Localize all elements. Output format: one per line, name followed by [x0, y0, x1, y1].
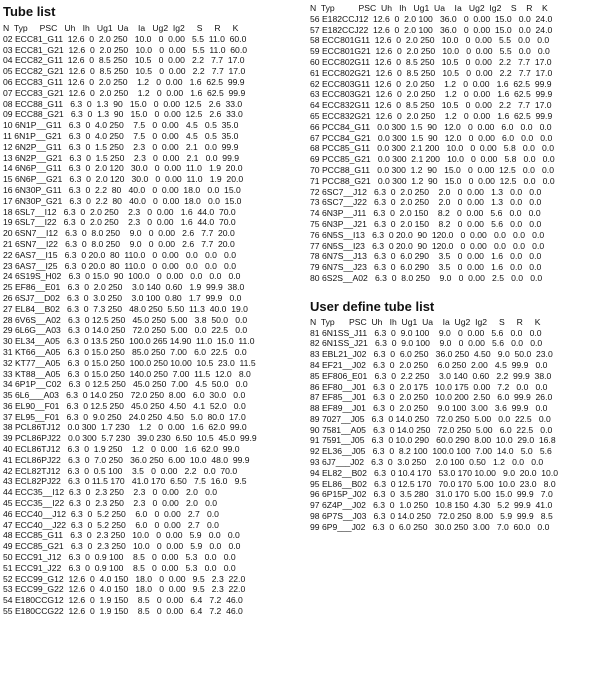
- table-row: 35 6L6___A03 6.3 0 14.0 250 72.0 250 8.00 6.0 30.0 0.0: [3, 390, 246, 401]
- table-row: 72 6SC7__J12 6.3 0 2.0 250 2.0 0 0.00 1.3 0.0 0.0: [310, 186, 542, 197]
- tube-list-rows: [3, 34, 301, 617]
- table-row: 97 6Z4P__J02 6.3 0 1.0 250 10.8 150 4.30 5.2 99.9 41.0: [310, 500, 553, 511]
- table-row: 07 ECC83_G21 12.6 0 2.0 250 1.2 0 0.00 1.6 62.5 99.9: [3, 87, 246, 98]
- table-row: 15 6N6P__G21 6.3 0 2.0 120 30.0 0 0.00 11.0 1.9 20.0: [3, 174, 244, 185]
- table-row: 57 E182CCJ22 12.6 0 2.0 100 36.0 0 0.00 15.0 0.0 24.0: [310, 24, 553, 35]
- table-row: 05 ECC82_G21 12.6 0 8.5 250 10.5 0 0.00 2.2 7.7 17.0: [3, 66, 246, 77]
- table-row: 39 PCL86PJ22 0.0 300 5.7 230 39.0 230 6.50 10.5 45.0 99.9: [3, 433, 257, 444]
- table-row: 47 ECC40__J22 6.3 0 5.2 250 6.0 0 0.00 2.7 0.0: [3, 519, 219, 530]
- table-row: 77 6N5S__I23 6.3 0 20.0 90 120.0 0 0.00 0.0 0.0 0.0: [310, 240, 545, 251]
- table-row: 96 6P15P_J02 6.3 0 3.5 280 31.0 170 5.00 15.0 99.9 7.0: [310, 489, 553, 500]
- table-row: 78 6N7S__J13 6.3 0 6.0 290 3.5 0 0.00 1.6 0.0 0.0: [310, 251, 542, 262]
- table-row: 99 6P9___J02 6.3 0 6.0 250 30.0 250 3.00 7.0 60.0 0.0: [310, 521, 550, 532]
- table-row: 34 6P1P__C02 6.3 0 12.5 250 45.0 250 7.00 4.5 50.0 0.0: [3, 379, 248, 390]
- tube-list-left-column: [3, 0, 301, 617]
- table-row: 32 KT77__A05 6.3 0 15.0 250 100.0 250 10.00 10.5 23.0 11.5: [3, 357, 256, 368]
- table-row: 65 ECC832G21 12.6 0 2.0 250 1.2 0 0.00 1.6 62.5 99.9: [310, 110, 553, 121]
- table-row: 87 EF85__J01 6.3 0 2.0 250 10.0 200 2.50 6.0 99.9 26.0: [310, 392, 553, 403]
- table-row: 03 ECC81_G21 12.6 0 2.0 250 10.0 0 0.00 5.5 11.0 60.0: [3, 44, 247, 55]
- tube-list-header-continued: N Typ PSC Uh Ih Ug1 Ua Ia Ug2 Ig2 S R K: [310, 3, 548, 13]
- table-row: 61 ECC802G21 12.6 0 8.5 250 10.5 0 0.00 2.2 7.7 17.0: [310, 67, 553, 78]
- table-row: 45 ECC35__I22 6.3 0 2.3 250 2.3 0 0.00 2.0 0.0: [3, 498, 218, 509]
- table-row: 12 6N2P__G11 6.3 0 1.5 250 2.3 0 0.00 2.1 0.0 99.9: [3, 141, 239, 152]
- table-row: 02 ECC81_G11 12.6 0 2.0 250 10.0 0 0.00 5.5 11.0 60.0: [3, 33, 247, 44]
- table-row: 83 EBL21_J02 6.3 0 6.0 250 36.0 250 4.50 9.0 50.0 23.0: [310, 349, 553, 360]
- table-row: 84 EF21__J02 6.3 0 2.0 250 6.0 250 2.00 4.5 99.9 0.0: [310, 359, 548, 370]
- table-row: 41 ECL86PJ22 6.3 0 7.0 250 36.0 250 6.00 10.0 48.0 99.9: [3, 454, 250, 465]
- table-row: 42 ECL82TJ12 6.3 0 0.5 100 3.5 0 0.00 2.2 0.0 70.0: [3, 465, 238, 476]
- table-row: 73 6SC7__J22 6.3 0 2.0 250 2.0 0 0.00 1.3 0.0 0.0: [310, 197, 542, 208]
- table-row: 51 ECC91_J22 6.3 0 0.9 100 8.5 0 0.00 5.3 0.0 0.0: [3, 562, 236, 573]
- table-row: 44 ECC35__I12 6.3 0 2.3 250 2.3 0 0.00 2.0 0.0: [3, 487, 218, 498]
- table-row: 58 ECC801G11 12.6 0 2.0 250 10.0 0 0.00 5.5 0.0 0.0: [310, 35, 550, 46]
- table-row: 81 6N1SS_J11 6.3 0 9.0 100 9.0 0 0.00 5.6 0.0 0.0: [310, 327, 542, 338]
- table-row: 09 ECC88_G21 6.3 0 1.3 90 15.0 0 0.00 12.5 2.6 33.0: [3, 109, 243, 120]
- table-row: 13 6N2P__G21 6.3 0 1.5 250 2.3 0 0.00 2.1 0.0 99.9: [3, 152, 240, 163]
- table-row: 50 ECC91_J12 6.3 0 0.9 100 8.5 0 0.00 5.3 0.0 0.0: [3, 552, 236, 563]
- table-row: 08 ECC88_G11 6.3 0 1.3 90 15.0 0 0.00 12.5 2.6 33.0: [3, 98, 243, 109]
- table-row: 18 6SL7__I12 6.3 0 2.0 250 2.3 0 0.00 1.6 44.0 70.0: [3, 206, 236, 217]
- tube-list-header: N Typ PSC Uh Ih Ug1 Ua Ia Ug2 Ig2 S R K: [3, 23, 239, 33]
- table-row: 91 7591__J05 6.3 0 10.0 290 60.0 290 8.00 10.0 29.0 16.8: [310, 435, 556, 446]
- table-row: 90 7581__A05 6.3 0 14.0 250 72.0 250 5.00 6.0 22.5 0.0: [310, 424, 553, 435]
- table-row: 40 ECL86TJ12 6.3 0 1.9 250 1.2 0 0.00 1.6 62.0 99.0: [3, 444, 240, 455]
- table-row: 79 6N7S__J23 6.3 0 6.0 290 3.5 0 0.00 1.6 0.0 0.0: [310, 262, 542, 273]
- table-row: 92 EL36__J05 6.3 0 8.2 100 100.0 100 7.00 14.0 5.0 5.6: [310, 446, 552, 457]
- table-row: 19 6SL7__I22 6.3 0 2.0 250 2.3 0 0.00 1.6 44.0 70.0: [3, 217, 236, 228]
- table-row: 56 E182CCJ12 12.6 0 2.0 100 36.0 0 0.00 15.0 0.0 24.0: [310, 13, 553, 24]
- table-row: 69 PCC85_G21 0.0 300 2.1 200 10.0 0 0.00 5.8 0.0 0.0: [310, 154, 555, 165]
- tube-list-right-column: [310, 0, 591, 533]
- table-row: 54 E180CCG12 12.6 0 1.9 150 8.5 0 0.00 6.4 7.2 46.0: [3, 595, 243, 606]
- user-tube-list-title: User define tube list: [310, 298, 435, 314]
- table-row: 89 7027__J05 6.3 0 14.0 250 72.0 250 5.00 0.0 22.5 0.0: [310, 413, 551, 424]
- table-row: 25 EF86__E01 6.3 0 2.0 250 3.0 140 0.60 1.9 99.9 38.0: [3, 282, 245, 293]
- table-row: 93 6J7___J02 6.3 0 3.0 250 2.0 100 0.50 1.2 0.0 0.0: [310, 457, 544, 468]
- table-row: 55 E180CCG22 12.6 0 1.9 150 8.5 0 0.00 6.4 7.2 46.0: [3, 606, 243, 617]
- table-row: 27 EL84__B02 6.3 0 7.3 250 48.0 250 5.50 11.3 40.0 19.0: [3, 303, 248, 314]
- table-row: 30 EL34__A05 6.3 0 13.5 250 100.0 265 14.90 11.0 15.0 11.0: [3, 336, 255, 347]
- table-row: 88 EF89__J01 6.3 0 2.0 250 9.0 100 3.00 3.6 99.9 0.0: [310, 403, 548, 414]
- table-row: 36 EL90__F01 6.3 0 12.5 250 45.0 250 4.50 4.1 52.0 0.0: [3, 400, 246, 411]
- table-row: 98 6P7S__J03 6.3 0 14.0 250 72.0 250 8.00 5.9 99.9 8.5: [310, 511, 553, 522]
- table-row: 37 EL95__F01 6.3 0 9.0 250 24.0 250 4.50 5.0 80.0 17.0: [3, 411, 246, 422]
- table-row: 74 6N3P__J11 6.3 0 2.0 150 8.2 0 0.00 5.6 0.0 0.0: [310, 208, 541, 219]
- table-row: 14 6N6P__G11 6.3 0 2.0 120 30.0 0 0.00 11.0 1.9 20.0: [3, 163, 243, 174]
- table-row: 16 6N30P_G11 6.3 0 2.2 80 40.0 0 0.00 18.0 0.0 15.0: [3, 184, 241, 195]
- table-row: 21 6SN7__I22 6.3 0 8.0 250 9.0 0 0.00 2.6 7.7 20.0: [3, 238, 235, 249]
- table-row: 64 ECC832G11 12.6 0 8.5 250 10.5 0 0.00 2.2 7.7 17.0: [310, 100, 552, 111]
- user-tube-list-header: N Typ PSC Uh Ih Ug1 Ua Ia Ug2 Ig2 S R K: [310, 316, 541, 327]
- table-row: 82 6N1SS_J21 6.3 0 9.0 100 9.0 0 0.00 5.6 0.0 0.0: [310, 338, 543, 349]
- table-row: 53 ECC99_G22 12.6 0 4.0 150 18.0 0 0.00 9.5 2.3 22.0: [3, 584, 246, 595]
- table-row: 62 ECC803G11 12.6 0 2.0 250 1.2 0 0.00 1.6 62.5 99.9: [310, 78, 552, 89]
- table-row: 60 ECC802G11 12.6 0 8.5 250 10.5 0 0.00 2.2 7.7 17.0: [310, 56, 552, 67]
- table-row: 46 ECC40__J12 6.3 0 5.2 250 6.0 0 0.00 2.7 0.0: [3, 508, 219, 519]
- table-row: 80 6S2S__A02 6.3 0 8.0 250 9.0 0 0.00 2.5 0.0 0.0: [310, 272, 543, 283]
- table-row: 59 ECC801G21 12.6 0 2.0 250 10.0 0 0.00 5.5 0.0 0.0: [310, 46, 550, 57]
- table-row: 85 EF806_E01 6.3 0 2.2 250 3.0 140 0.60 2.2 99.9 38.0: [310, 370, 552, 381]
- table-row: 95 EL86__B02 6.3 0 12.5 170 70.0 170 5.00 10.0 23.0 8.0: [310, 478, 556, 489]
- table-row: 94 EL82__B02 6.3 0 10.4 170 53.0 170 10.00 9.0 20.0 10.0: [310, 467, 558, 478]
- table-row: 48 ECC85_G11 6.3 0 2.3 250 10.0 0 0.00 5.9 0.0 0.0: [3, 530, 240, 541]
- table-row: 23 6AS7__I25 6.3 0 20.0 80 110.0 0 0.00 0.0 0.0 0.0: [3, 260, 237, 271]
- table-row: 43 ECL82PJ22 6.3 0 11.5 170 41.0 170 6.50 7.5 16.0 9.5: [3, 476, 247, 487]
- table-row: 06 ECC83_G11 12.6 0 2.0 250 1.2 0 0.00 1.6 62.5 99.9: [3, 76, 245, 87]
- table-row: 66 PCC84_G11 0.0 300 1.5 90 12.0 0 0.00 6.0 0.0 0.0: [310, 121, 552, 132]
- table-row: 20 6SN7__I12 6.3 0 8.0 250 9.0 0 0.00 2.6 7.7 20.0: [3, 228, 235, 239]
- table-row: 49 ECC85_G21 6.3 0 2.3 250 10.0 0 0.00 5.9 0.0 0.0: [3, 541, 241, 552]
- table-row: 70 PCC88_G11 0.0 300 1.2 90 15.0 0 0.00 12.5 0.0 0.0: [310, 164, 554, 175]
- table-row: 71 PCC88_G21 0.0 300 1.2 90 15.0 0 0.00 12.5 0.0 0.0: [310, 175, 555, 186]
- table-row: 67 PCC84_G21 0.0 300 1.5 90 12.0 0 0.00 6.0 0.0 0.0: [310, 132, 553, 143]
- table-row: 68 PCC85_G11 0.0 300 2.1 200 10.0 0 0.00 5.8 0.0 0.0: [310, 143, 554, 154]
- table-row: 75 6N3P__J21 6.3 0 2.0 150 8.2 0 0.00 5.6 0.0 0.0: [310, 218, 542, 229]
- table-row: 52 ECC99_G12 12.6 0 4.0 150 18.0 0 0.00 9.5 2.3 22.0: [3, 573, 246, 584]
- table-row: 28 6V6S__A02 6.3 0 12.5 250 45.0 250 5.00 3.8 50.0 0.0: [3, 314, 248, 325]
- table-row: 11 6N1P__G21 6.3 0 4.0 250 7.5 0 0.00 4.5 0.5 35.0: [3, 130, 239, 141]
- table-row: 22 6AS7__I15 6.3 0 20.0 80 110.0 0 0.00 0.0 0.0 0.0: [3, 249, 237, 260]
- table-row: 31 KT66__A05 6.3 0 15.0 250 85.0 250 7.00 6.0 22.5 0.0: [3, 346, 247, 357]
- table-row: 26 6SJ7__D02 6.3 0 3.0 250 3.0 100 0.80 1.7 99.9 0.0: [3, 292, 242, 303]
- table-row: 86 EF80__J01 6.3 0 2.0 175 10.0 175 0.00 7.2 0.0 0.0: [310, 381, 548, 392]
- table-row: 04 ECC82_G11 12.6 0 8.5 250 10.5 0 0.00 2.2 7.7 17.0: [3, 55, 245, 66]
- table-row: 10 6N1P__G11 6.3 0 4.0 250 7.5 0 0.00 4.5 0.5 35.0: [3, 120, 239, 131]
- tube-list-title: Tube list: [3, 4, 56, 19]
- tube-list-rows-continued: [310, 14, 591, 284]
- table-row: 33 KT88__A05 6.3 0 15.0 250 140.0 250 7.00 11.5 12.0 8.0: [3, 368, 251, 379]
- table-row: 76 6N5S__I13 6.3 0 20.0 90 120.0 0 0.00 0.0 0.0 0.0: [310, 229, 545, 240]
- table-row: 29 6L6G__A03 6.3 0 14.0 250 72.0 250 5.00 0.0 22.5 0.0: [3, 325, 248, 336]
- user-tube-list-rows: [310, 328, 591, 533]
- table-row: 63 ECC803G21 12.6 0 2.0 250 1.2 0 0.00 1.6 62.5 99.9: [310, 89, 553, 100]
- table-row: 38 PCL86TJ12 0.0 300 1.7 230 1.2 0 0.00 1.6 62.0 99.0: [3, 422, 247, 433]
- table-row: 24 6S19S_H02 6.3 0 15.0 90 100.0 0 0.00 0.0 0.0 0.0: [3, 271, 241, 282]
- table-row: 17 6N30P_G21 6.3 0 2.2 80 40.0 0 0.00 18.0 0.0 15.0: [3, 195, 242, 206]
